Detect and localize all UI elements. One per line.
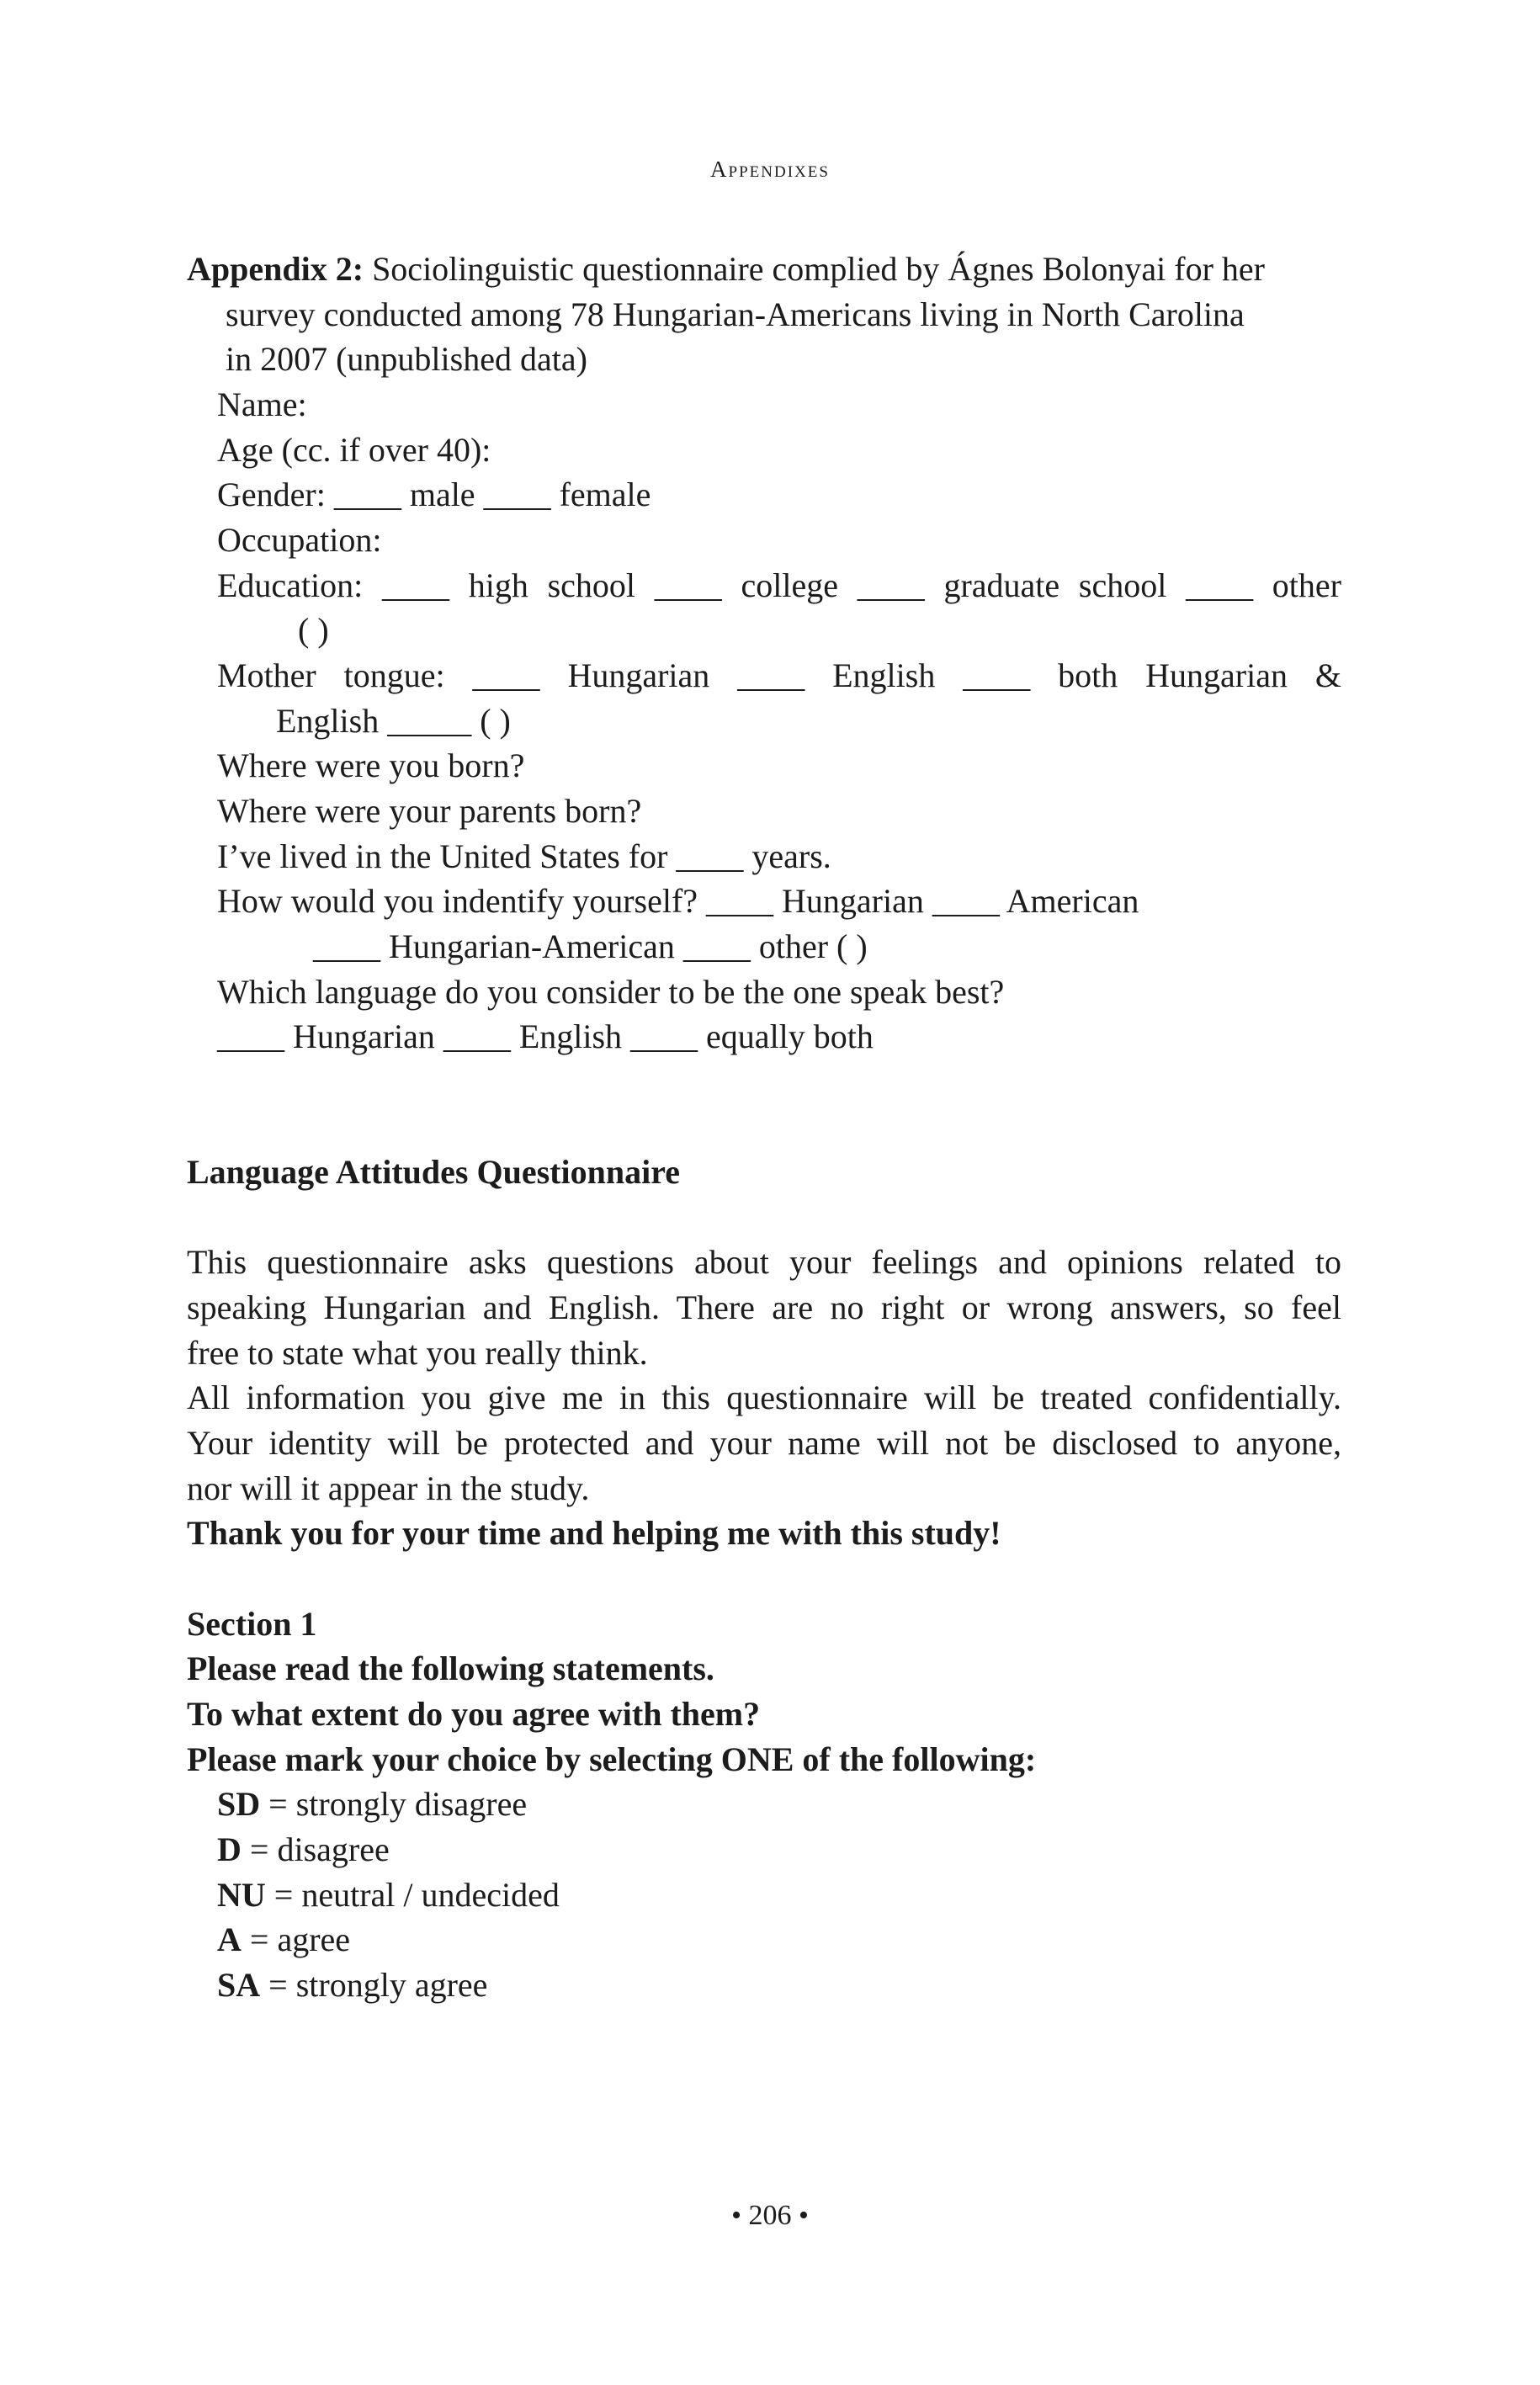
question-occupation: Occupation: [217, 521, 382, 559]
section1-instruction-3: Please mark your choice by selecting ONE of the following: [187, 1740, 1037, 1778]
scale-item [217, 1782, 527, 1827]
scale-item [217, 1872, 560, 1918]
scale-text: = strongly agree [260, 1966, 488, 2004]
question-born: Where were you born? [217, 746, 525, 784]
attitudes-confidential-line-1: All information you give me in this questionnaire will be treated confidentially. [187, 1378, 1341, 1416]
appendix-label: Appendix 2: [187, 250, 364, 288]
scale-text: = strongly disagree [260, 1785, 528, 1823]
scale-abbr: D [217, 1830, 242, 1868]
page-number: • 206 • [731, 2200, 809, 2231]
question-mother-tongue-cont: English _____ ( ) [276, 702, 511, 740]
question-name: Name: [217, 385, 307, 423]
question-best-language-options: ____ Hungarian ____ English ____ equally both [217, 1017, 874, 1055]
scale-abbr: NU [217, 1876, 266, 1914]
attitudes-thanks: Thank you for your time and helping me with this study! [187, 1514, 1001, 1552]
question-age: Age (cc. if over 40): [217, 431, 491, 469]
question-mother-tongue: Mother tongue: ____ Hungarian ____ English ____ both Hungarian & [217, 656, 1341, 694]
attitudes-intro-line-3: free to state what you really think. [187, 1334, 648, 1372]
appendix-title-line-1 [187, 247, 1265, 292]
scale-item [217, 1917, 350, 1963]
scale-text: = neutral / undecided [265, 1876, 560, 1914]
attitudes-confidential-line-3: nor will it appear in the study. [187, 1469, 590, 1507]
attitudes-intro-line-2: speaking Hungarian and English. There are no right or wrong answers, so feel [187, 1288, 1341, 1326]
running-head: Appendixes [710, 157, 830, 182]
question-gender: Gender: ____ male ____ female [217, 475, 651, 513]
section1-instruction-1: Please read the following statements. [187, 1649, 714, 1687]
scale-item [217, 1963, 487, 2008]
scale-text: = agree [241, 1920, 351, 1958]
question-identify: How would you indentify yourself? ____ Hungarian ____ American [217, 882, 1139, 920]
attitudes-confidential-line-2: Your identity will be protected and your name will not be disclosed to anyone, [187, 1424, 1341, 1462]
question-education-other: ( ) [298, 611, 329, 649]
question-lived: I’ve lived in the United States for ____ years. [217, 837, 831, 875]
section1-heading: Section 1 [187, 1605, 317, 1643]
question-identify-options: ____ Hungarian-American ____ other ( ) [313, 927, 868, 965]
scale-abbr: SD [217, 1785, 261, 1823]
attitudes-intro-line-1: This questionnaire asks questions about your feelings and opinions related to [187, 1243, 1341, 1281]
appendix-title-line-3: in 2007 (unpublished data) [226, 340, 587, 378]
appendix-title-line-2: survey conducted among 78 Hungarian-Americans living in North Carolina [226, 295, 1245, 333]
question-education: Education: ____ high school ____ college ____ graduate school ____ other [217, 566, 1341, 604]
appendix-title-text: Sociolinguistic questionnaire complied by Ágnes Bolonyai for her [372, 250, 1265, 288]
attitudes-heading: Language Attitudes Questionnaire [187, 1153, 680, 1191]
scale-abbr: A [217, 1920, 242, 1958]
scale-item [217, 1827, 390, 1872]
scale-abbr: SA [217, 1966, 261, 2004]
scale-text: = disagree [241, 1830, 390, 1868]
question-best-language: Which language do you consider to be the one speak best? [217, 973, 1005, 1011]
section1-instruction-2: To what extent do you agree with them? [187, 1695, 761, 1733]
question-parents-born: Where were your parents born? [217, 792, 642, 830]
